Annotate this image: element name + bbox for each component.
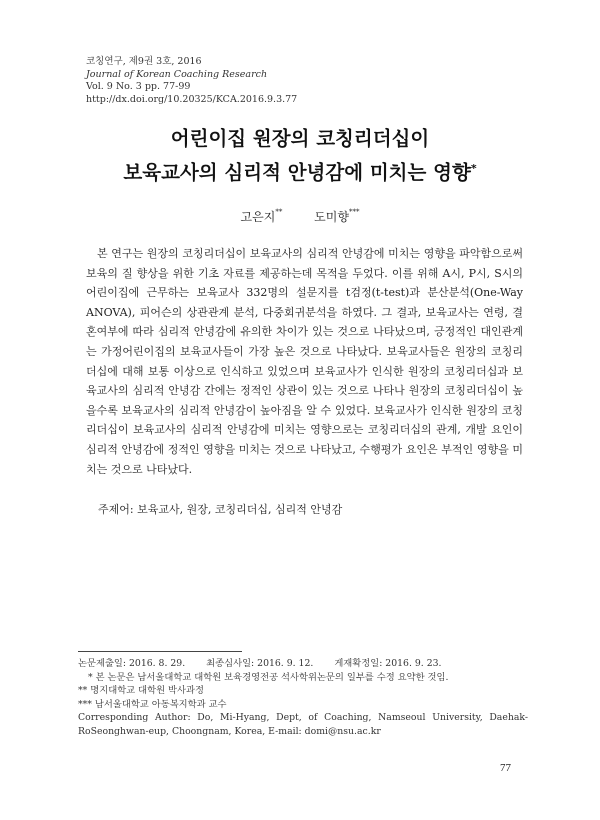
author-name: 고은지 (240, 210, 276, 224)
title-line-2-wrap (0, 156, 600, 190)
author-mark: ** (275, 208, 283, 216)
footnote-3: *** 남서울대학교 아동복지학과 교수 (78, 698, 227, 710)
volume-pages: Vol. 9 No. 3 pp. 77-99 (86, 81, 191, 92)
author-2 (314, 208, 359, 225)
submission-dates (78, 657, 528, 671)
title-footnote-mark: * (470, 162, 477, 175)
received-date: 논문제출일: 2016. 8. 29. (78, 658, 186, 669)
keywords: 주제어: 보육교사, 원장, 코칭리더십, 심리적 안녕감 (98, 503, 343, 516)
title-line-2: 보육교사의 심리적 안녕감에 미치는 영향 (123, 161, 471, 184)
paper-title (0, 122, 600, 190)
footnotes (78, 657, 528, 738)
page-number: 77 (500, 762, 511, 774)
doi-link[interactable]: http://dx.doi.org/10.20325/KCA.2016.9.3.77 (86, 93, 298, 105)
footnote-divider (78, 651, 242, 652)
journal-issue-line: 코칭연구, 제9권 3호, 2016 (86, 56, 202, 67)
footnote-2: ** 명지대학교 대학원 박사과정 (78, 685, 204, 696)
author-name: 도미향 (314, 210, 349, 224)
footnote-1: * 본 논문은 남서울대학교 대학원 보육경영전공 석사학위논문의 일부를 수정 요약한 것임. (88, 671, 449, 683)
author-1 (241, 208, 283, 225)
corresponding-author: Corresponding Author: Do, Mi-Hyang, Dept, of Coaching, Namseoul University, Daehak-RoSeonghwan-eup, Choongnam, Korea, E-mail: domi@nsu.ac.kr (78, 712, 528, 737)
author-list (0, 208, 600, 225)
accepted-date: 게재확정일: 2016. 9. 23. (334, 658, 442, 669)
review-date: 최종심사일: 2016. 9. 12. (206, 658, 314, 669)
author-mark: *** (348, 208, 360, 216)
title-line-1: 어린이집 원장의 코칭리더십이 (170, 127, 430, 150)
journal-header (86, 56, 297, 106)
abstract: 본 연구는 원장의 코칭리더십이 보육교사의 심리적 안녕감에 미치는 영향을 파악함으로써 보육의 질 향상을 위한 기초 자료를 제공하는데 목적을 두었다. 이를 위해 A시, P시, S시의 어린이집에 근무하는 보육교사 332명의 설문지를 t검정(t-test)과 분산분석(One-Way ANOVA), 피어슨의 상관관계 분석, 다중회귀분석을 하였다. 그 결과, 보육교사는 연령, 결혼여부에 따라 심리적 안녕감에 유의한 차이가 있는 것으로 나타났으며, 긍정적인 대인관계는 가정어린이집의 보육교사들이 가장 높은 것으로 나타났다. 보육교사들은 원장의 코칭리더십에 대해 보통 이상으로 인식하고 있었으며 보육교사가 인식한 원장의 코칭리더십과 보육교사의 심리적 안녕감 간에는 정적인 상관이 있는 것으로 나타나 원장의 코칭리더십이 높을수록 보육교사의 심리적 안녕감이 높아짐을 알 수 있었다. 보육교사가 인식한 원장의 코칭리더십이 보육교사의 심리적 안녕감에 미치는 영향으로는 코칭리더십의 관계, 개발 요인이 심리적 안녕감에 정적인 영향을 미치는 것으로 나타났고, 수행평가 요인은 부적인 영향을 미치는 것으로 나타났다. (86, 247, 523, 476)
journal-name: Journal of Korean Coaching Research (86, 68, 268, 80)
